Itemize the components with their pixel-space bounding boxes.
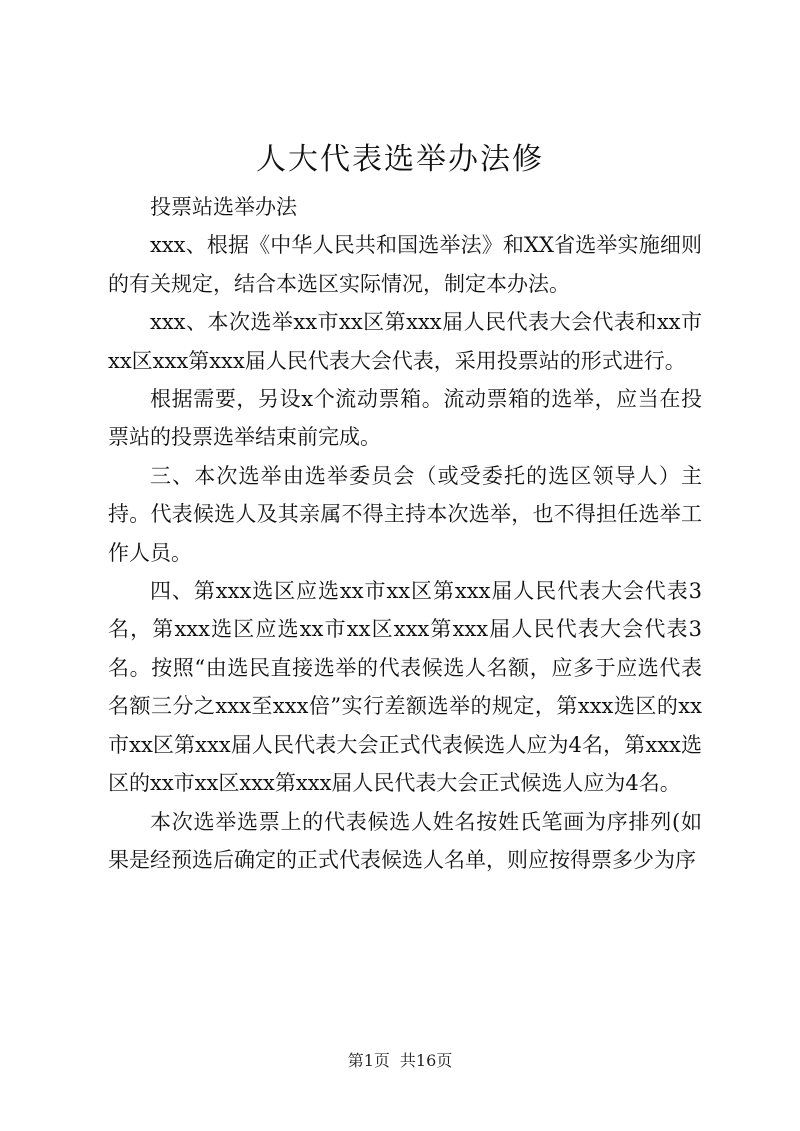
paragraph: xxx、本次选举xx市xx区第xxx届人民代表大会代表和xx市xx区xxx第xxx届人民代表大会代表，采用投票站的形式进行。 [108, 310, 702, 373]
page-number: 第1页 [347, 1051, 390, 1070]
paragraph: 四、第xxx选区应选xx市xx区第xxx届人民代表大会代表3名，第xxx选区应选xx市xx区xxx第xxx届人民代表大会代表3名。按照“由选民直接选举的代表候选人名额，应多于应选代表名额三分之xxx至xxx倍”实行差额选举的规定，第xxx选区的xx市xx区第xxx届人民代表大会正式代表候选人应为4名，第xxx选区的xx市xx区xxx第xxx届人民代表大会正式候选人应为4名。 [108, 579, 702, 796]
paragraph: 本次选举选票上的代表候选人姓名按姓氏笔画为序排列(如果是经预选后确定的正式代表候选人名单，则应按得票多少为序 [108, 809, 702, 872]
document-body [108, 188, 702, 879]
page-footer [0, 1050, 800, 1072]
paragraph: 根据需要，另设x个流动票箱。流动票箱的选举，应当在投票站的投票选举结束前完成。 [108, 387, 702, 450]
paragraph-heading: 投票站选举办法 [150, 195, 297, 219]
paragraph: xxx、根据《中华人民共和国选举法》和XX省选举实施细则的有关规定，结合本选区实际情况，制定本办法。 [108, 233, 702, 296]
page-total: 共16页 [399, 1051, 453, 1070]
paragraph: 三、本次选举由选举委员会（或受委托的选区领导人）主持。代表候选人及其亲属不得主持本次选举，也不得担任选举工作人员。 [108, 463, 702, 565]
document-title: 人大代表选举办法修 [256, 142, 544, 177]
